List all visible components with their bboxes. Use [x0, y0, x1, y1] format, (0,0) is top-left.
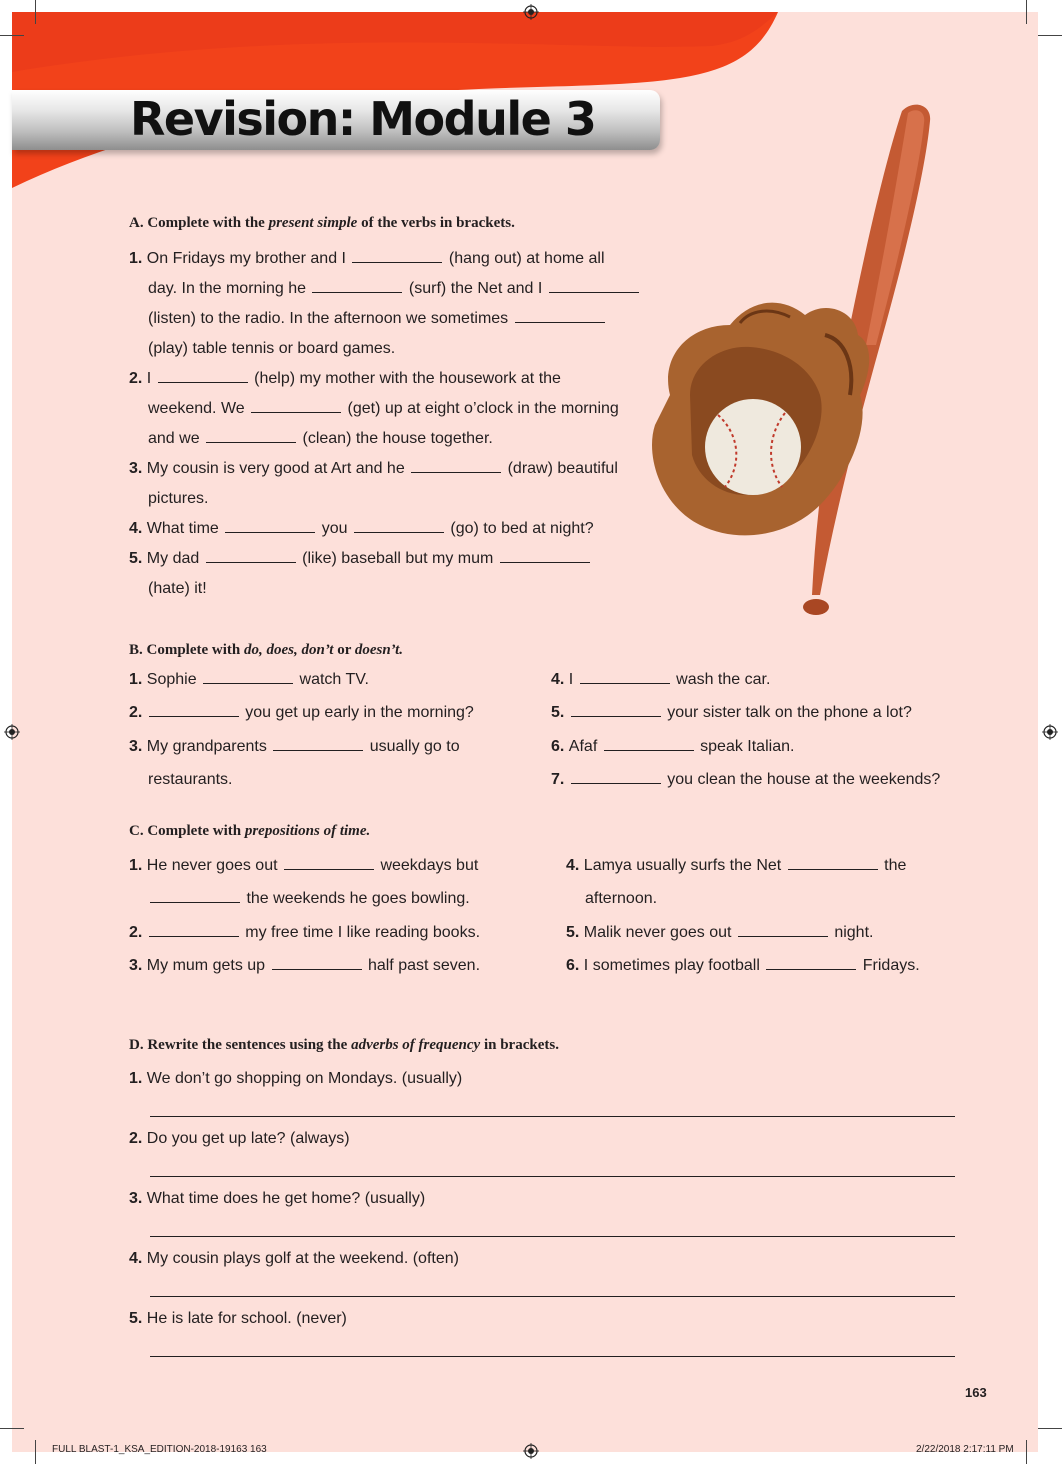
exercise-line: [551, 738, 794, 756]
line-text: He never goes out: [146, 857, 282, 874]
exercise-line: [129, 520, 594, 538]
exercise-line: [551, 671, 770, 689]
answer-blank[interactable]: [549, 291, 639, 293]
item-number: 5.: [551, 704, 569, 722]
line-text: (hate) it!: [148, 580, 207, 597]
answer-blank[interactable]: [500, 561, 590, 563]
answer-blank[interactable]: [149, 935, 239, 937]
prompt-text: He is late for school. (never): [146, 1310, 347, 1327]
line-text: afternoon.: [585, 890, 658, 908]
line-text: My cousin is very good at Art and he: [146, 460, 410, 477]
line-text: My mum gets up: [146, 956, 270, 974]
line-text: and we: [148, 430, 205, 447]
item-number: 5.: [566, 923, 584, 941]
answer-blank[interactable]: [206, 441, 296, 443]
line-text: (like) baseball but my mum: [297, 550, 498, 567]
line-text: (hang out) at home all: [444, 250, 605, 267]
line-text: you: [317, 520, 352, 537]
line-text: your sister talk on the phone a lot?: [662, 704, 912, 722]
line-text: restaurants.: [148, 770, 233, 788]
exercise-line: [129, 957, 480, 975]
line-text: night.: [829, 923, 874, 941]
answer-blank[interactable]: [312, 291, 402, 293]
line-text: What time: [146, 520, 224, 537]
line-text: (clean) the house together.: [298, 430, 493, 447]
line-text: (help) my mother with the housework at the: [249, 370, 561, 387]
line-text: Malik never goes out: [583, 923, 736, 941]
line-text: watch TV.: [295, 671, 369, 688]
crop-mark: [35, 1440, 36, 1464]
exercise-line: [551, 704, 912, 722]
item-number: 3.: [129, 956, 147, 974]
line-text: usually go to: [365, 737, 460, 755]
answer-line[interactable]: [150, 1296, 955, 1297]
registration-mark-icon: [1042, 724, 1058, 740]
exercise-line: [585, 890, 657, 908]
answer-blank[interactable]: [203, 682, 293, 684]
exercise-line: [129, 250, 605, 268]
answer-blank[interactable]: [150, 901, 240, 903]
line-text: My dad: [146, 550, 204, 567]
item-number: 6.: [566, 956, 584, 974]
exercise-line: [129, 460, 618, 478]
answer-line[interactable]: [150, 1356, 955, 1357]
line-text: half past seven.: [363, 956, 481, 974]
prompt-text: Do you get up late? (always): [146, 1130, 350, 1147]
item-number: 3.: [129, 460, 147, 477]
crop-mark: [1026, 0, 1027, 24]
answer-line[interactable]: [150, 1176, 955, 1177]
item-number: 3.: [129, 1190, 147, 1207]
line-text: you clean the house at the weekends?: [662, 770, 941, 788]
exercise-line: [566, 957, 920, 975]
exercise-line: [148, 430, 493, 448]
line-text: the weekends he goes bowling.: [242, 890, 470, 908]
exercise-line: [566, 924, 873, 942]
line-text: (surf) the Net and I: [404, 280, 547, 297]
answer-blank[interactable]: [580, 682, 670, 684]
exercise-line: [148, 771, 232, 789]
section-d-heading: D. Rewrite the sentences using the adverbs of frequency in brackets.: [129, 1037, 559, 1053]
item-number: 2.: [129, 923, 147, 941]
exercise-line: [148, 890, 470, 908]
rewrite-prompt: [129, 1070, 462, 1088]
registration-mark-icon: [4, 724, 20, 740]
answer-blank[interactable]: [251, 411, 341, 413]
item-number: 1.: [129, 250, 147, 267]
exercise-line: [148, 400, 619, 418]
line-text: My grandparents: [146, 737, 272, 755]
exercise-line: [129, 738, 460, 756]
answer-blank[interactable]: [411, 471, 501, 473]
item-number: 7.: [551, 770, 569, 788]
page-number: 163: [965, 1385, 987, 1400]
answer-line[interactable]: [150, 1116, 955, 1117]
rewrite-prompt: [129, 1250, 459, 1268]
line-text: weekend. We: [148, 400, 250, 417]
exercise-line: [551, 771, 940, 789]
section-c-heading: C. Complete with prepositions of time.: [129, 823, 371, 839]
registration-mark-icon: [523, 1443, 539, 1459]
answer-blank[interactable]: [284, 868, 374, 870]
answer-blank[interactable]: [352, 261, 442, 263]
answer-blank[interactable]: [766, 968, 856, 970]
line-text: I sometimes play football: [583, 956, 765, 974]
exercise-line: [566, 857, 906, 875]
answer-blank[interactable]: [273, 749, 363, 751]
answer-blank[interactable]: [354, 531, 444, 533]
line-text: On Fridays my brother and I: [146, 250, 351, 267]
exercise-line: [129, 550, 592, 568]
line-text: (draw) beautiful: [503, 460, 618, 477]
answer-line[interactable]: [150, 1236, 955, 1237]
answer-blank[interactable]: [604, 749, 694, 751]
exercise-line: [148, 310, 607, 328]
answer-blank[interactable]: [149, 715, 239, 717]
item-number: 3.: [129, 737, 147, 755]
exercise-line: [129, 857, 478, 875]
line-text: speak Italian.: [695, 737, 795, 755]
item-number: 1.: [129, 1070, 147, 1087]
section-b-heading: B. Complete with do, does, don’t or doesn’t.: [129, 642, 404, 658]
answer-blank[interactable]: [571, 715, 661, 717]
item-number: 4.: [566, 857, 584, 874]
item-number: 2.: [129, 1130, 147, 1147]
line-text: weekdays but: [376, 857, 479, 874]
item-number: 2.: [129, 704, 147, 722]
item-number: 5.: [129, 550, 147, 567]
line-text: you get up early in the morning?: [240, 704, 474, 722]
crop-mark: [1038, 1428, 1062, 1429]
rewrite-prompt: [129, 1310, 347, 1328]
line-text: pictures.: [148, 490, 209, 507]
line-text: day. In the morning he: [148, 280, 311, 297]
item-number: 4.: [129, 520, 147, 537]
prompt-text: We don’t go shopping on Mondays. (usually): [146, 1070, 463, 1087]
answer-blank[interactable]: [515, 321, 605, 323]
line-text: (listen) to the radio. In the afternoon we sometimes: [148, 310, 513, 327]
line-text: I: [568, 671, 578, 688]
crop-mark: [0, 1428, 24, 1429]
line-text: Afaf: [568, 737, 602, 755]
crop-mark: [0, 35, 24, 36]
prompt-text: What time does he get home? (usually): [146, 1190, 426, 1207]
item-number: 4.: [551, 671, 569, 688]
footer-right: 2/22/2018 2:17:11 PM: [916, 1444, 1014, 1455]
line-text: the: [879, 857, 907, 874]
item-number: 1.: [129, 857, 147, 874]
item-number: 2.: [129, 370, 147, 387]
exercise-line: [148, 490, 208, 508]
line-text: my free time I like reading books.: [240, 923, 481, 941]
section-a-heading: A. Complete with the present simple of the verbs in brackets.: [129, 215, 515, 231]
answer-blank[interactable]: [272, 968, 362, 970]
line-text: Sophie: [146, 671, 202, 688]
exercise-line: [148, 340, 395, 358]
line-text: I: [146, 370, 156, 387]
item-number: 6.: [551, 737, 569, 755]
answer-blank[interactable]: [738, 935, 828, 937]
exercise-line: [129, 370, 561, 388]
answer-blank[interactable]: [788, 868, 878, 870]
answer-blank[interactable]: [571, 782, 661, 784]
answer-blank[interactable]: [206, 561, 296, 563]
registration-mark-icon: [523, 4, 539, 20]
line-text: (go) to bed at night?: [445, 520, 594, 537]
line-text: wash the car.: [671, 671, 771, 688]
baseball-icon: [705, 399, 801, 495]
crop-mark: [1038, 35, 1062, 36]
exercise-line: [129, 924, 480, 942]
rewrite-prompt: [129, 1190, 425, 1208]
exercise-line: [148, 280, 641, 298]
page-title: Revision: Module 3: [130, 92, 596, 146]
item-number: 1.: [129, 671, 147, 688]
line-text: (play) table tennis or board games.: [148, 340, 396, 357]
baseball-illustration: [630, 95, 950, 630]
item-number: 4.: [129, 1250, 147, 1267]
exercise-line: [129, 671, 369, 689]
line-text: Fridays.: [858, 956, 920, 974]
rewrite-prompt: [129, 1130, 350, 1148]
line-text: Lamya usually surfs the Net: [583, 857, 786, 874]
line-text: (get) up at eight o’clock in the morning: [343, 400, 619, 417]
answer-blank[interactable]: [158, 381, 248, 383]
answer-blank[interactable]: [225, 531, 315, 533]
exercise-line: [129, 704, 474, 722]
prompt-text: My cousin plays golf at the weekend. (often): [146, 1250, 459, 1267]
crop-mark: [1026, 1440, 1027, 1464]
crop-mark: [35, 0, 36, 24]
item-number: 5.: [129, 1310, 147, 1327]
footer-left: FULL BLAST-1_KSA_EDITION-2018-19163 163: [52, 1444, 267, 1455]
exercise-line: [148, 580, 207, 598]
